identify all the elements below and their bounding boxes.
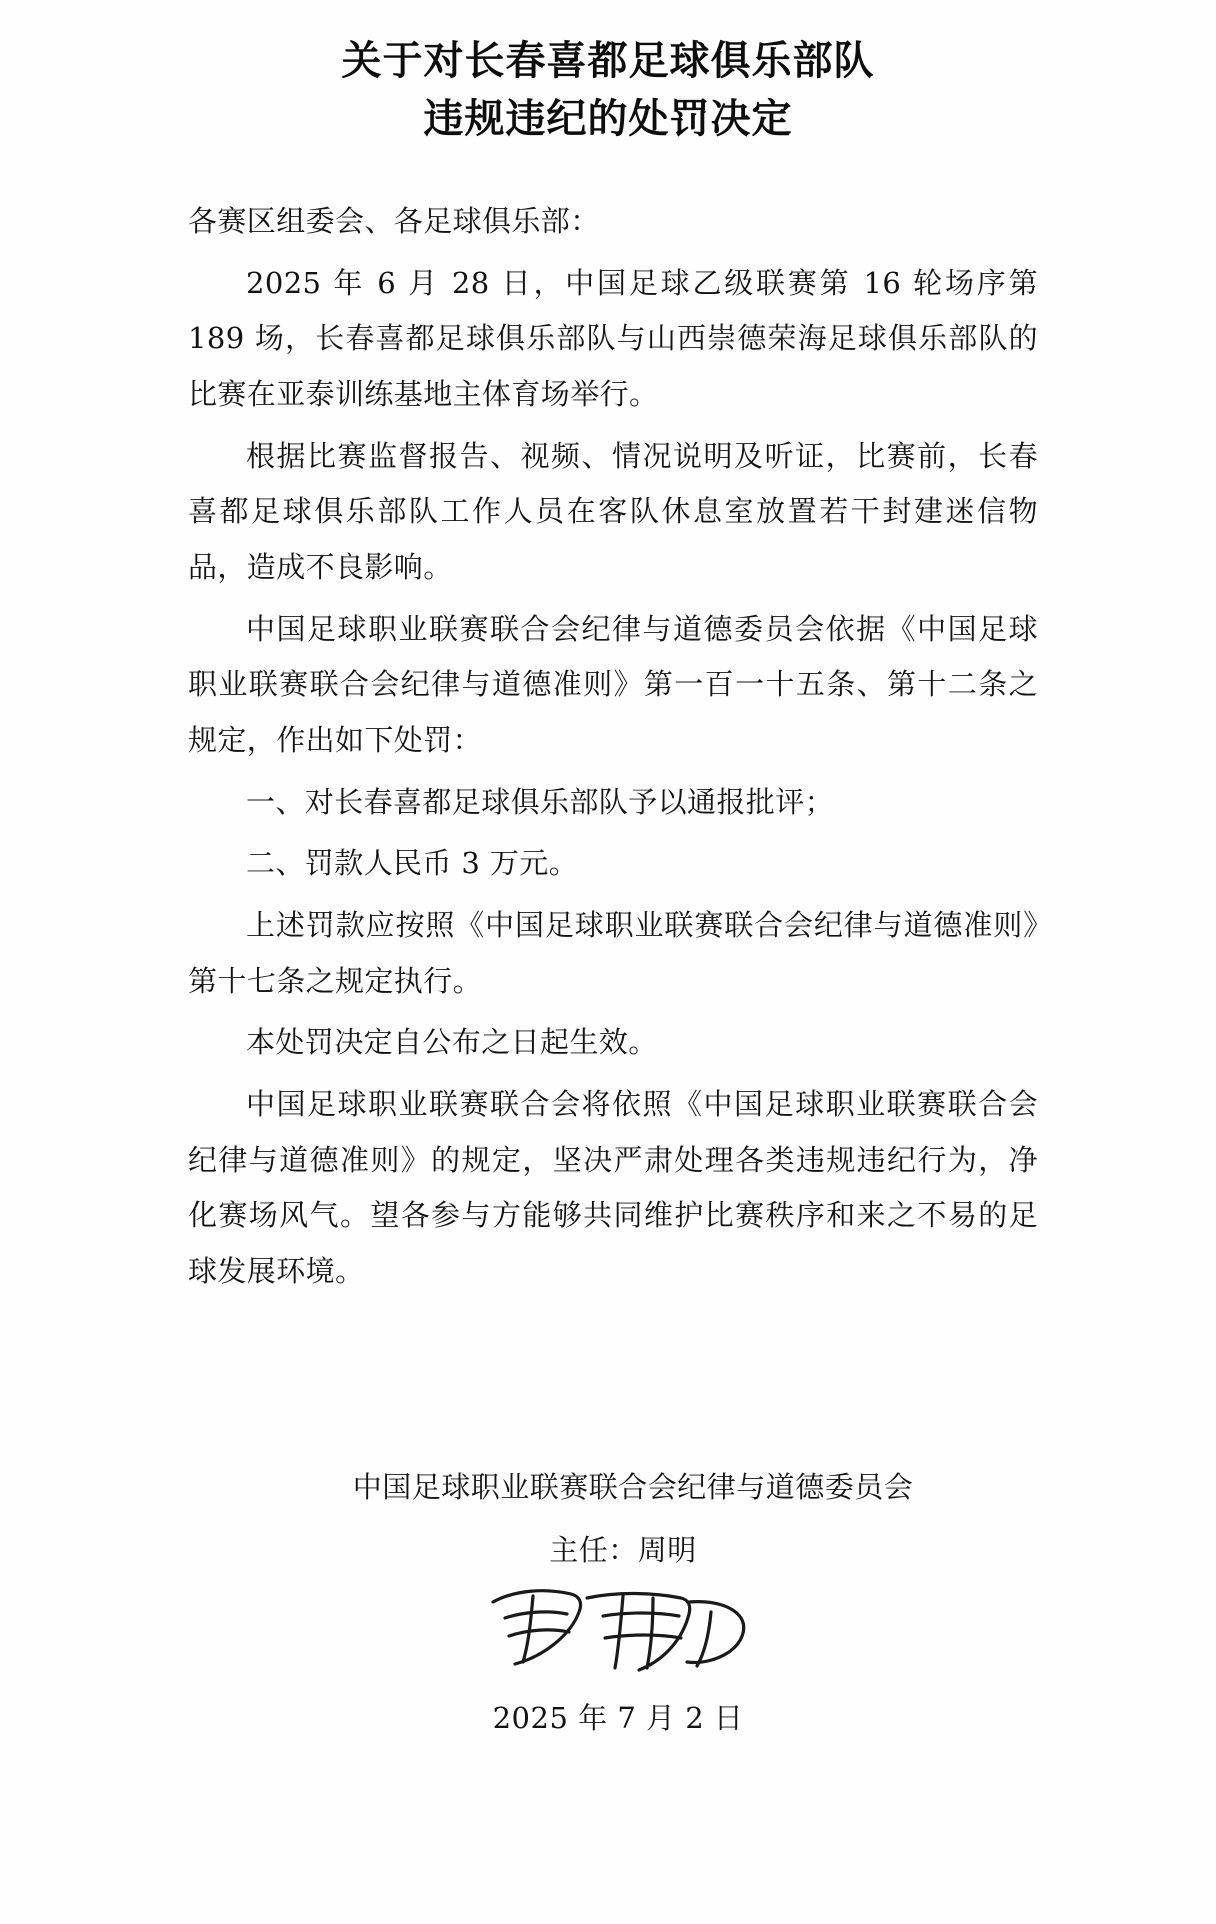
salutation: 各赛区组委会、各足球俱乐部： <box>188 204 600 238</box>
signing-person: 主任：周明 <box>549 1532 697 1567</box>
paragraph-1: 2025 年 6 月 28 日，中国足球乙级联赛第 16 轮场序第 189 场，长春喜都足球俱乐部队与山西崇德荣海足球俱乐部队的比赛在亚泰训练基地主体育场举行。 <box>188 265 1038 412</box>
paragraph-3: 中国足球职业联赛联合会纪律与道德委员会依据《中国足球职业联赛联合会纪律与道德准则》第一百一十五条、第十二条之规定，作出如下处罚： <box>188 611 1038 758</box>
title-line-2: 违规违纪的处罚决定 <box>423 95 793 142</box>
signature-icon <box>475 1572 775 1682</box>
penalty-item-2: 二、罚款人民币 3 万元。 <box>246 846 579 881</box>
paragraph-6: 中国足球职业联赛联合会将依照《中国足球职业联赛联合会纪律与道德准则》的规定，坚决严肃处理各类违规违纪行为，净化赛场风气。望各参与方能够共同维护比赛秩序和来之不易的足球发展环境。 <box>188 1087 1038 1289</box>
signature-block <box>188 1460 1038 1737</box>
signature-date: 2025 年 7 月 2 日 <box>492 1700 744 1735</box>
title-line-1: 关于对长春喜都足球俱乐部队 <box>341 37 875 84</box>
document-title <box>0 32 1216 148</box>
penalty-item-1: 一、对长春喜都足球俱乐部队予以通报批评； <box>246 784 835 819</box>
paragraph-4: 上述罚款应按照《中国足球职业联赛联合会纪律与道德准则》第十七条之规定执行。 <box>188 908 1038 998</box>
paragraph-5: 本处罚决定自公布之日起生效。 <box>246 1025 658 1060</box>
signing-organization: 中国足球职业联赛联合会纪律与道德委员会 <box>352 1469 914 1504</box>
paragraph-2: 根据比赛监督报告、视频、情况说明及听证，比赛前，长春喜都足球俱乐部队工作人员在客队休息室放置若干封建迷信物品，造成不良影响。 <box>188 438 1038 585</box>
document-body <box>178 194 1038 1737</box>
handwritten-signature <box>188 1572 1038 1682</box>
